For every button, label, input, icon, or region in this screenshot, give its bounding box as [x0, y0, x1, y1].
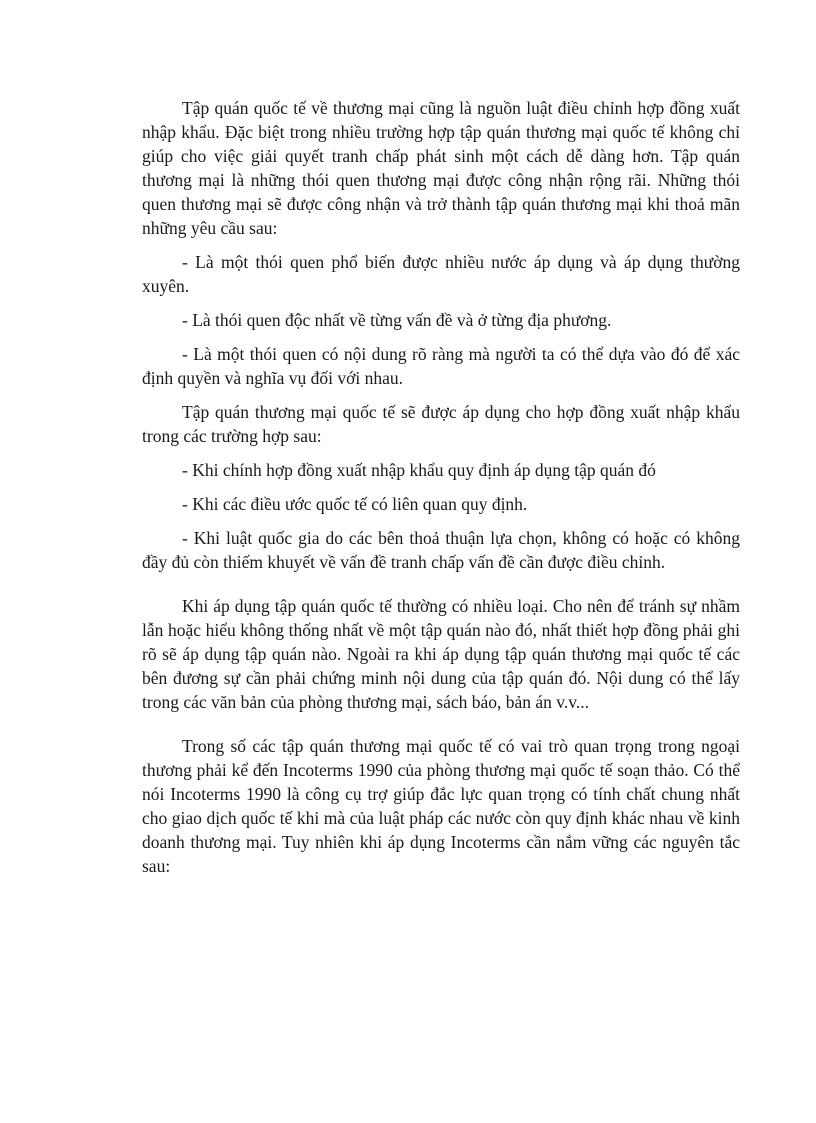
paragraph-trade-customs-intro: Tập quán quốc tế về thương mại cũng là nguồn luật điều chỉnh hợp đồng xuất nhập khẩu. Đặc biệt trong nhiều trường hợp tập quán thương mại quốc tế không chỉ giúp cho việc giải quyết tranh chấp phát sinh một cách dễ dàng hơn. Tập quán thương mại là những thói quen thương mại được công nhận rộng rãi. Những thói quen thương mại sẽ được công nhận và trở thành tập quán thương mại khi thoả mãn những yêu cầu sau:	[142, 98, 740, 238]
list-item-case-3: - Khi luật quốc gia do các bên thoả thuận lựa chọn, không có hoặc có không đầy đủ còn thiếm khuyết về vấn đề tranh chấp vấn đề cần được điều chỉnh.	[142, 528, 740, 572]
paragraph-incoterms: Trong số các tập quán thương mại quốc tế có vai trò quan trọng trong ngoại thương phải kể đến Incoterms 1990 của phòng thương mại quốc tế soạn thảo. Có thể nói Incoterms 1990 là công cụ trợ giúp đắc lực quan trọng có tính chất chung nhất cho giao dịch quốc tế khi mà của luật pháp các nước còn quy định khác nhau về kinh doanh thương mại. Tuy nhiên khi áp dụng Incoterms cần nắm vững các nguyên tắc sau:	[142, 736, 740, 876]
list-item-case-2: - Khi các điều ước quốc tế có liên quan quy định.	[182, 494, 528, 514]
list-item-requirement-2: - Là thói quen độc nhất về từng vấn đề và ở từng địa phương.	[182, 310, 612, 330]
document-page	[142, 96, 740, 888]
list-item-case-1: - Khi chính hợp đồng xuất nhập khẩu quy định áp dụng tập quán đó	[182, 460, 656, 480]
paragraph-application-cases: Tập quán thương mại quốc tế sẽ được áp dụng cho hợp đồng xuất nhập khẩu trong các trường hợp sau:	[142, 402, 740, 446]
list-item-requirement-3: - Là một thói quen có nội dung rõ ràng mà người ta có thể dựa vào đó để xác định quyền và nghĩa vụ đối với nhau.	[142, 344, 740, 388]
paragraph-applying-customs: Khi áp dụng tập quán quốc tế thường có nhiều loại. Cho nên để tránh sự nhầm lẫn hoặc hiểu không thống nhất về một tập quán nào đó, nhất thiết hợp đồng phải ghi rõ sẽ áp dụng tập quán nào. Ngoài ra khi áp dụng tập quán thương mại quốc tế các bên đương sự cần phải chứng minh nội dung của tập quán đó. Nội dung có thể lấy trong các văn bản của phòng thương mại, sách báo, bản án v.v...	[142, 596, 740, 712]
list-item-requirement-1: - Là một thói quen phổ biến được nhiều nước áp dụng và áp dụng thường xuyên.	[142, 252, 740, 296]
